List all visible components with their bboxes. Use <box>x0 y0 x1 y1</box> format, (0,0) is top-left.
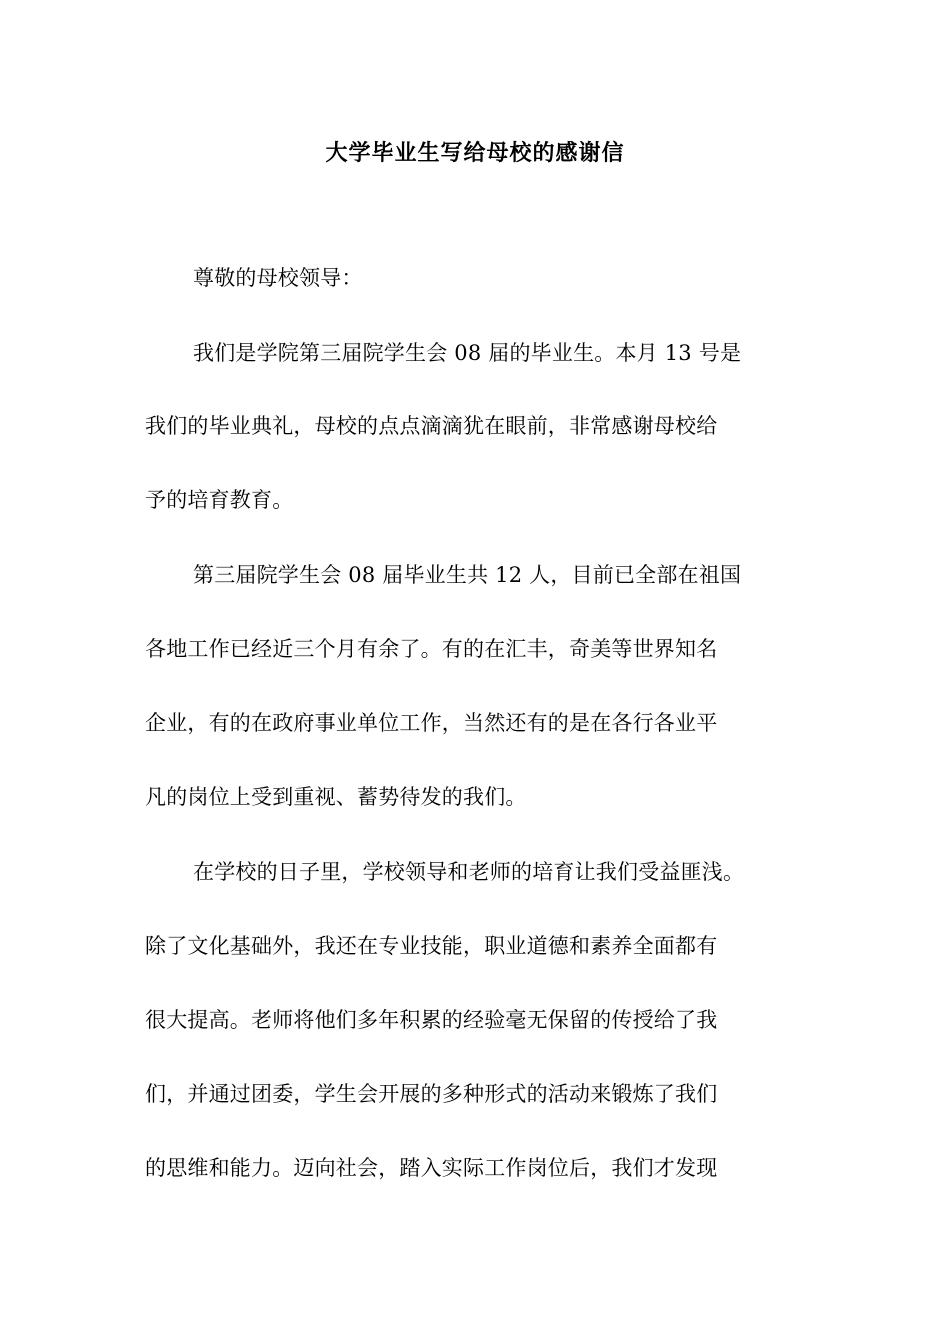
paragraph-2-line-1: 第三届院学生会 08 届毕业生共 12 人，目前已全部在祖国 <box>193 563 742 587</box>
paragraph-3-line-2: 除了文化基础外，我还在专业技能，职业道德和素养全面都有 <box>145 934 718 958</box>
paragraph-2-line-4: 凡的岗位上受到重视、蓄势待发的我们。 <box>145 785 527 809</box>
paragraph-1-line-3: 予的培育教育。 <box>145 488 294 512</box>
paragraph-1-line-2: 我们的毕业典礼，母校的点点滴滴犹在眼前，非常感谢母校给 <box>145 414 718 438</box>
paragraph-3-line-3: 很大提高。老师将他们多年积累的经验毫无保留的传授给了我 <box>145 1008 718 1032</box>
paragraph-2-line-3: 企业，有的在政府事业单位工作，当然还有的是在各行各业平 <box>145 711 718 735</box>
paragraph-3-line-1: 在学校的日子里，学校领导和老师的培育让我们受益匪浅。 <box>193 860 745 884</box>
salutation: 尊敬的母校领导： <box>193 266 363 290</box>
document-title: 大学毕业生写给母校的感谢信 <box>325 140 625 166</box>
paragraph-2-line-2: 各地工作已经近三个月有余了。有的在汇丰，奇美等世界知名 <box>145 637 718 661</box>
paragraph-1-line-1: 我们是学院第三届院学生会 08 届的毕业生。本月 13 号是 <box>193 341 742 365</box>
paragraph-3-line-4: 们，并通过团委，学生会开展的多种形式的活动来锻炼了我们 <box>145 1082 718 1106</box>
paragraph-3-line-5: 的思维和能力。迈向社会，踏入实际工作岗位后，我们才发现 <box>145 1156 718 1180</box>
